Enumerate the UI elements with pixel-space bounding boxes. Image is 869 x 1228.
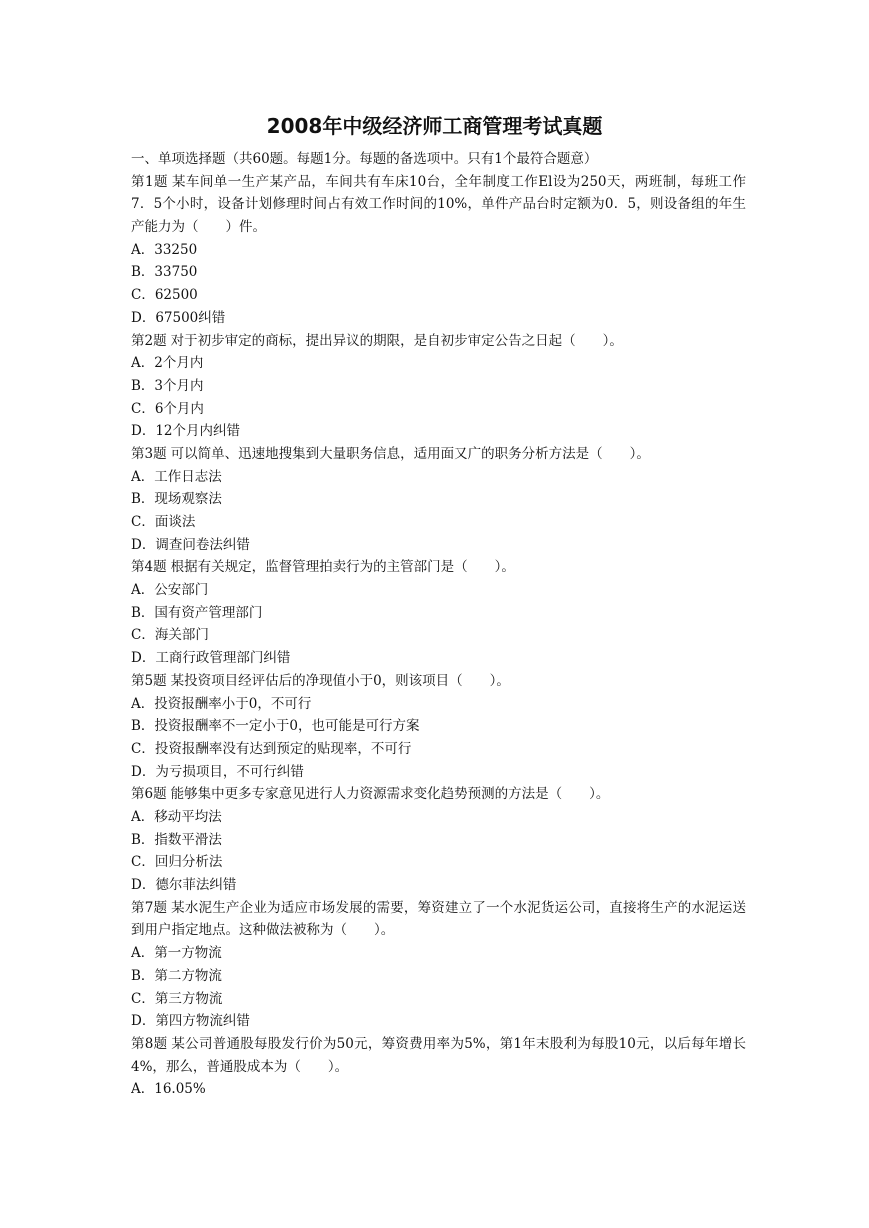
- question-text: 某车间单一生产某产品，车间共有车床10台，全年制度工作El设为250天，两班制，每班工作7．5个小时，设备计划修理时间占有效工作时间的10%，单件产品台时定额为0．5，则设备组的年生产能力为（ ）件。: [131, 173, 746, 236]
- question-number: 第8题: [131, 1035, 168, 1052]
- document-title: 2008年中级经济师工商管理考试真题: [266, 114, 603, 138]
- question-number: 第7题: [131, 899, 168, 916]
- answer-option: C．面谈法: [131, 514, 196, 531]
- question-stem: [131, 897, 746, 942]
- answer-option: B．国有资产管理部门: [131, 604, 263, 621]
- answer-option: B．指数平滑法: [131, 831, 222, 848]
- question-text: 能够集中更多专家意见进行人力资源需求变化趋势预测的方法是（ ）。: [170, 786, 610, 803]
- document-body: [131, 148, 746, 1101]
- answer-option: A．16.05%: [131, 1081, 206, 1098]
- question-stem: [131, 556, 746, 579]
- answer-option: D．德尔菲法纠错: [131, 877, 237, 894]
- answer-option: C．第三方物流: [131, 990, 223, 1007]
- answer-option: C．6个月内: [131, 400, 204, 417]
- question-stem: [131, 443, 746, 466]
- question-stem: [131, 1033, 746, 1078]
- answer-option: B．3个月内: [131, 377, 204, 394]
- section-heading: 一、单项选择题（共60题。每题1分。每题的备选项中。只有1个最符合题意）: [131, 151, 598, 167]
- answer-option: C．62500: [131, 287, 198, 304]
- question-stem: [131, 670, 746, 693]
- answer-option: C．海关部门: [131, 627, 209, 644]
- answer-option: D．67500纠错: [131, 309, 226, 326]
- question-number: 第4题: [131, 559, 167, 576]
- question-number: 第3题: [131, 445, 167, 462]
- question-number: 第2题: [131, 332, 167, 349]
- answer-option: D．调查问卷法纠错: [131, 536, 250, 553]
- answer-option: A．公安部门: [131, 582, 209, 599]
- answer-option: A．第一方物流: [131, 945, 222, 962]
- answer-option: A．33250: [131, 241, 198, 258]
- question-text: 可以简单、迅速地搜集到大量职务信息，适用面又广的职务分析方法是（ ）。: [170, 445, 650, 462]
- question-text: 根据有关规定，监督管理拍卖行为的主管部门是（ ）。: [170, 559, 515, 576]
- question-text: 某公司普通股每股发行价为50元，筹资费用率为5%，第1年末股利为每股10元，以后每年增长4%，那么，普通股成本为（ ）。: [131, 1035, 746, 1075]
- question-text: 对于初步审定的商标，提出异议的期限，是自初步审定公告之日起（ ）。: [170, 332, 623, 349]
- answer-option: B．现场观察法: [131, 491, 222, 508]
- answer-option: A．工作日志法: [131, 468, 222, 485]
- answer-option: A．移动平均法: [131, 808, 222, 825]
- question-number: 第6题: [131, 786, 167, 803]
- question-text: 某投资项目经评估后的净现值小于0，则该项目（ ）。: [170, 672, 510, 689]
- answer-option: B．投资报酬率不一定小于0，也可能是可行方案: [131, 718, 420, 735]
- answer-option: C．回归分析法: [131, 854, 223, 871]
- question-number: 第1题: [131, 173, 168, 190]
- answer-option: B．33750: [131, 264, 198, 281]
- answer-option: D．工商行政管理部门纠错: [131, 650, 291, 667]
- answer-option: A．2个月内: [131, 355, 204, 372]
- answer-option: D．为亏损项目，不可行纠错: [131, 763, 304, 780]
- question-number: 第5题: [131, 672, 167, 689]
- answer-option: D．第四方物流纠错: [131, 1013, 250, 1030]
- question-text: 某水泥生产企业为适应市场发展的需要，筹资建立了一个水泥货运公司，直接将生产的水泥运送到用户指定地点。这种做法被称为（ ）。: [131, 899, 747, 939]
- answer-option: A．投资报酬率小于0，不可行: [131, 695, 312, 712]
- question-stem: [131, 783, 746, 806]
- answer-option: D．12个月内纠错: [131, 423, 241, 440]
- question-stem: [131, 330, 746, 353]
- answer-option: B．第二方物流: [131, 967, 222, 984]
- answer-option: C．投资报酬率没有达到预定的贴现率，不可行: [131, 740, 412, 757]
- question-stem: [131, 171, 746, 239]
